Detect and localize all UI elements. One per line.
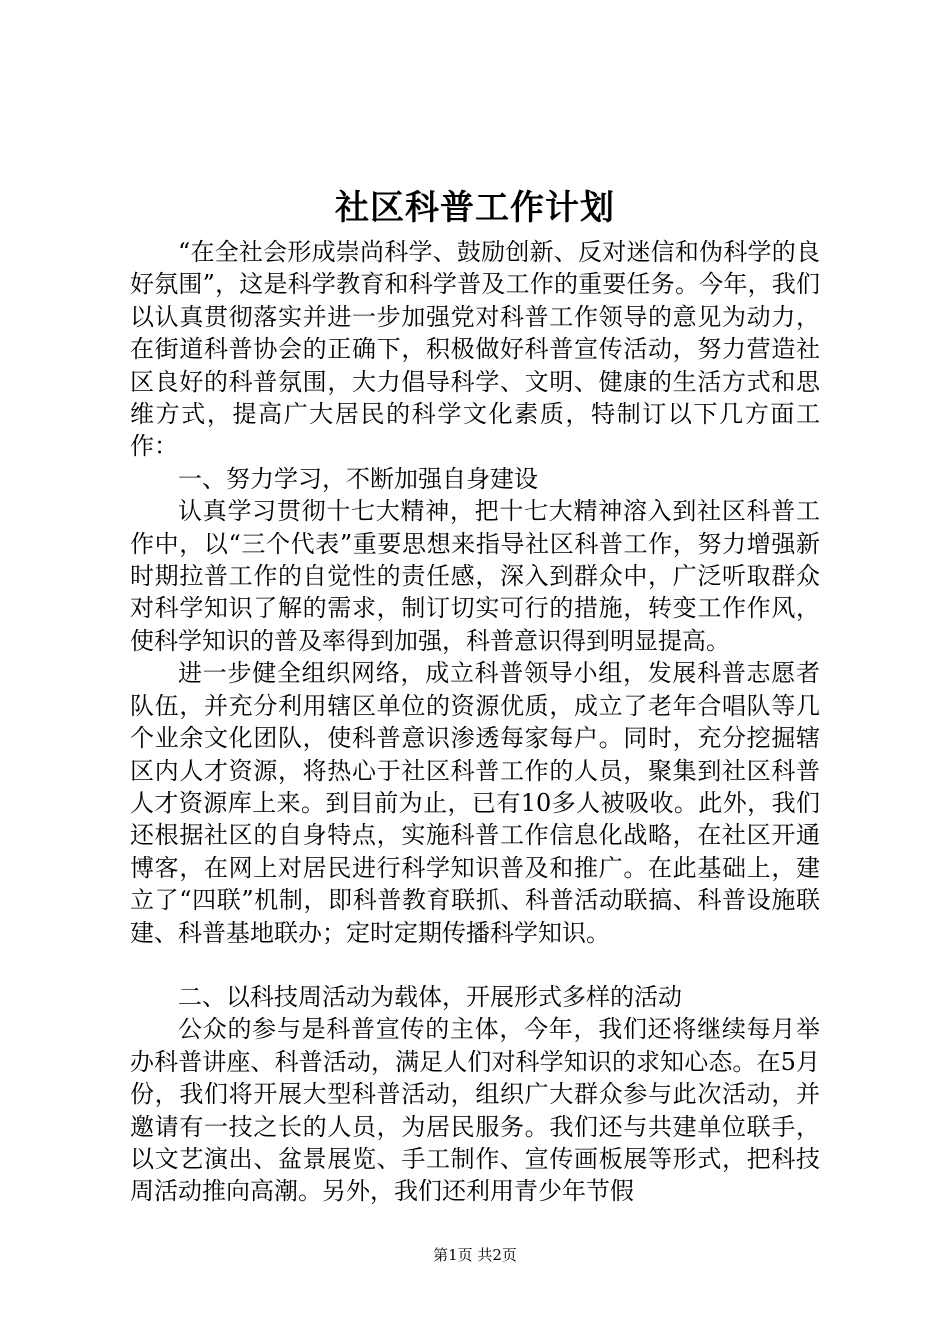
section-2-paragraph-1: 公众的参与是科普宣传的主体，今年，我们还将继续每月举办科普讲座、科普活动，满足人们对科学知识的求知心态。在5月份，我们将开展大型科普活动，组织广大群众参与此次活动，并邀请有一技之长的人员，为居民服务。我们还与共建单位联手，以文艺演出、盆景展览、手工制作、宣传画板展等形式，把科技周活动推向高潮。另外，我们还利用青少年节假 bbox=[130, 1015, 820, 1206]
intro-paragraph: “在全社会形成崇尚科学、鼓励创新、反对迷信和伪科学的良好氛围”，这是科学教育和科学普及工作的重要任务。今年，我们以认真贯彻落实并进一步加强党对科普工作领导的意见为动力，在街道科普协会的正确下，积极做好科普宣传活动，努力营造社区良好的科普氛围，大力倡导科学、文明、健康的生活方式和思维方式，提高广大居民的科学文化素质，特制订以下几方面工作： bbox=[130, 238, 820, 461]
paragraph-spacer bbox=[130, 949, 820, 981]
page-footer: 第1页 共2页 bbox=[433, 1246, 517, 1264]
section-1-paragraph-1: 认真学习贯彻十七大精神，把十七大精神溶入到社区科普工作中，以“三个代表”重要思想来指导社区科普工作，努力增强新时期拉普工作的自觉性的责任感，深入到群众中，广泛听取群众对科学知识了解的需求，制订切实可行的措施，转变工作作风，使科学知识的普及率得到加强，科普意识得到明显提高。 bbox=[130, 497, 820, 655]
section-heading-2: 二、以科技周活动为载体，开展形式多样的活动 bbox=[178, 982, 682, 1011]
section-1-paragraph-2: 进一步健全组织网络，成立科普领导小组，发展科普志愿者队伍，并充分利用辖区单位的资源优质，成立了老年合唱队等几个业余文化团队，使科普意识渗透每家每户。同时，充分挖掘辖区内人才资源，将热心于社区科普工作的人员，聚集到社区科普人才资源库上来。到目前为止，已有10多人被吸收。此外，我们还根据社区的自身特点，实施科普工作信息化战略，在社区开通博客，在网上对居民进行科学知识普及和推广。在此基础上，建立了“四联”机制，即科普教育联抓、科普活动联搞、科普设施联建、科普基地联办；定时定期传播科学知识。 bbox=[130, 659, 820, 947]
document-body bbox=[130, 236, 820, 1208]
document-title: 社区科普工作计划 bbox=[335, 188, 615, 228]
section-heading-1: 一、努力学习，不断加强自身建设 bbox=[178, 464, 538, 493]
